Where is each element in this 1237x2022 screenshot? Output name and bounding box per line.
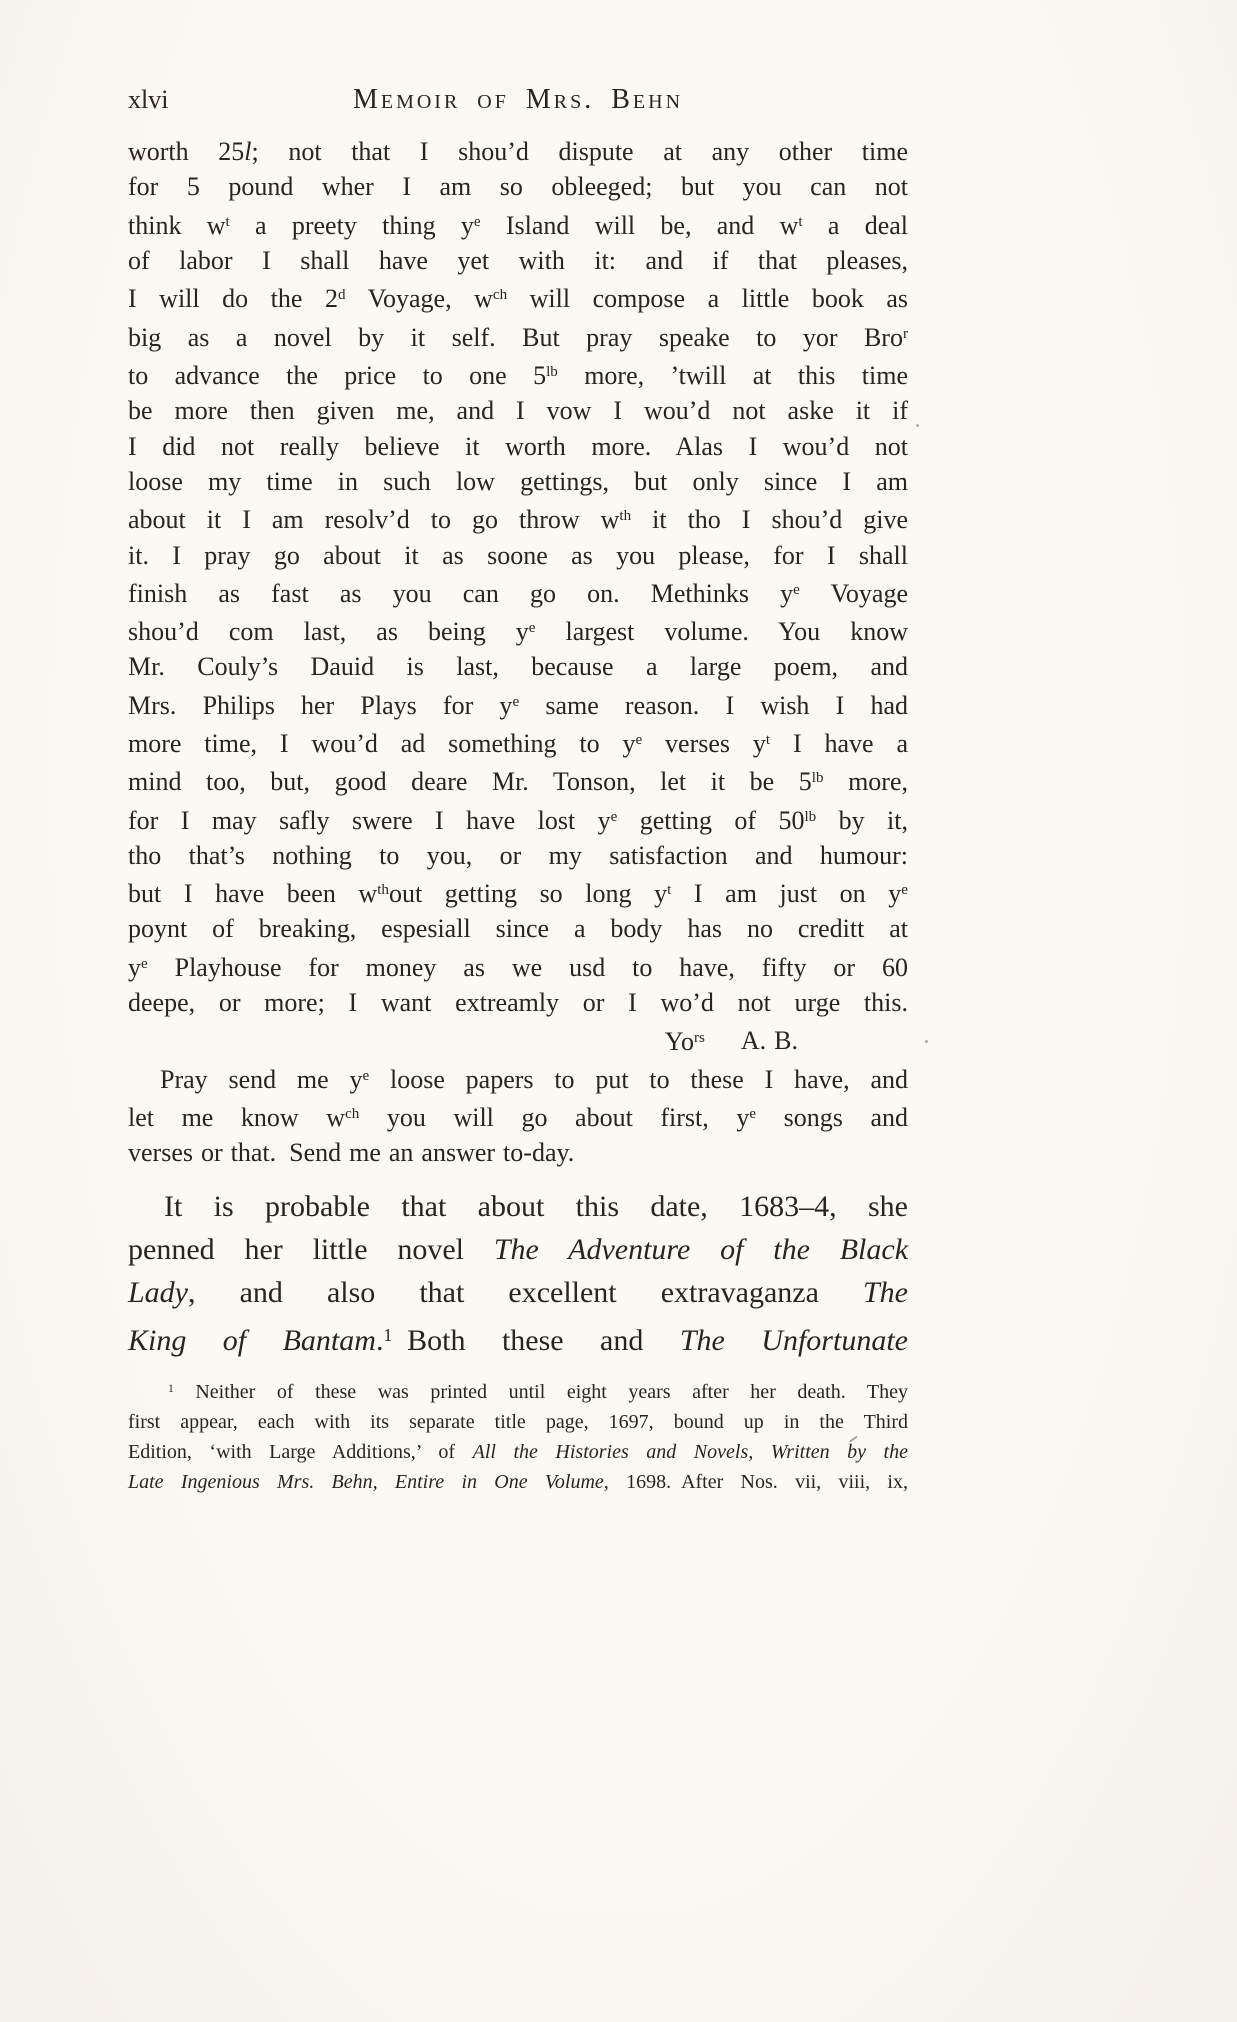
text-segment: y [128, 952, 141, 982]
text-segment: , 1698. After Nos. vii, viii, ix, [603, 1470, 908, 1493]
text-line [128, 355, 908, 393]
italic-text: Lady [128, 1275, 188, 1309]
text-line [128, 205, 908, 243]
text-line [128, 685, 908, 723]
text-line [128, 1135, 908, 1170]
text-line [128, 1407, 908, 1437]
scan-artifact-dot [916, 424, 919, 427]
superscript-text: 1 [383, 1324, 393, 1345]
text-segment: Pray send me y [160, 1064, 363, 1094]
text-segment: loose papers to put to these I have, and [369, 1064, 908, 1094]
text-line [128, 169, 908, 204]
text-segment: Voyage [799, 578, 908, 608]
text-segment: shou’d com last, as being y [128, 617, 529, 647]
text-line [128, 873, 908, 911]
superscript-text: rs [693, 1029, 705, 1046]
superscript-text: r [902, 325, 908, 342]
text-segment: Yo [664, 1026, 694, 1056]
text-segment: big as a novel by it self. But pray speake to yor Bro [128, 322, 903, 352]
text-segment: , and also that excellent extravaganza [188, 1275, 863, 1309]
text-segment: for I may safly swere I have lost y [128, 805, 611, 835]
text-segment: Both these and [392, 1323, 680, 1357]
text-segment: it. I pray go about it as soone as you please, for I shall [128, 540, 908, 570]
superscript-text: e [610, 808, 618, 825]
text-line [128, 800, 908, 838]
text-segment: I did not really believe it worth more. Alas I wou’d not [128, 431, 908, 461]
text-segment: Playhouse for money as we usd to have, fifty or 60 [147, 952, 908, 982]
text-segment: more time, I wou’d ad something to y [128, 728, 636, 758]
superscript-text: t [225, 213, 230, 230]
text-segment: but I have been w [128, 879, 378, 909]
text-segment: think w [128, 210, 226, 240]
text-line [128, 723, 908, 761]
text-segment: Island will be, and w [480, 210, 799, 240]
text-segment: . [375, 1323, 384, 1357]
text-segment: of labor I shall have yet with it: and if that pleases, [128, 246, 908, 276]
text-line [128, 761, 908, 799]
text-line [128, 1097, 908, 1135]
text-segment: ; not that I shou’d dispute at any other time [251, 137, 908, 166]
superscript-text: e [362, 1067, 370, 1084]
text-line [128, 429, 908, 464]
text-line [128, 1059, 908, 1097]
text-line [128, 611, 908, 649]
superscript-text: e [901, 882, 908, 899]
running-title: Memoir of Mrs. Behn [352, 84, 684, 115]
footnote [128, 1374, 908, 1497]
text-segment: out getting so long y [388, 879, 668, 909]
text-segment: finish as fast as you can go on. Methinks y [128, 578, 794, 608]
superscript-text: 1 [168, 1381, 174, 1395]
italic-text: Late Ingenious Mrs. Behn, Entire in One Volume [128, 1470, 604, 1493]
text-segment: It is probable that about this date, 1683–4, she [164, 1189, 908, 1223]
superscript-text: d [337, 287, 346, 304]
superscript-text: e [793, 582, 800, 599]
text-line [128, 573, 908, 611]
superscript-text: e [512, 693, 520, 710]
text-line [128, 1437, 908, 1467]
superscript-text: ch [345, 1105, 360, 1122]
text-segment: Voyage, w [345, 284, 493, 314]
superscript-text: t [798, 213, 803, 230]
text-segment: to advance the price to one 5 [128, 360, 547, 390]
text-segment: same reason. I wish I had [519, 690, 909, 720]
superscript-text: lb [804, 808, 817, 825]
text-segment: A. B. [740, 1026, 798, 1056]
italic-text: The [863, 1275, 908, 1309]
text-line [128, 464, 908, 499]
text-segment: verses y [642, 728, 766, 758]
page-header [128, 84, 908, 116]
text-line [128, 985, 908, 1020]
text-block [128, 84, 908, 1497]
text-line [128, 393, 908, 428]
superscript-text: e [141, 955, 148, 972]
text-segment: more, ’twill at this time [557, 360, 908, 390]
italic-text: The Adventure of the Black [493, 1232, 909, 1266]
text-line [128, 1021, 908, 1059]
text-line [128, 499, 908, 537]
text-line [128, 317, 908, 355]
text-line [128, 278, 908, 316]
text-line [128, 947, 908, 985]
text-segment: poynt of breaking, espesiall since a body has no creditt at [128, 914, 908, 944]
text-segment: be more then given me, and I vow I wou’d not aske it if [128, 396, 908, 426]
superscript-text: t [667, 882, 672, 899]
italic-text: All the Histories and Novels, Written by the [472, 1440, 908, 1463]
text-segment: tho that’s nothing to you, or my satisfaction and humour: [128, 840, 908, 870]
text-segment: will compose a little book as [507, 284, 908, 314]
text-segment: I am just on y [671, 879, 902, 909]
text-line [128, 1185, 908, 1228]
superscript-text: e [749, 1105, 757, 1122]
text-segment: Neither of these was printed until eight years after her death. They [173, 1380, 908, 1403]
text-segment: Edition, ‘with Large Additions,’ of [128, 1440, 473, 1463]
text-line [128, 538, 908, 573]
text-segment: first appear, each with its separate title page, 1697, bound up in the Third [128, 1410, 908, 1433]
text-segment: let me know w [128, 1102, 346, 1132]
scan-artifact-dot [925, 1040, 928, 1043]
text-segment: Mr. Couly’s Dauid is last, because a large poem, and [128, 652, 908, 682]
text-segment: you will go about first, y [359, 1102, 750, 1132]
text-segment: deepe, or more; I want extreamly or I wo’d not urge this. [128, 988, 908, 1018]
superscript-text: e [635, 732, 643, 749]
text-line [128, 1374, 908, 1407]
text-segment: a preety thing y [229, 210, 474, 240]
text-line [128, 649, 908, 684]
text-line [128, 1271, 908, 1314]
text-line [128, 838, 908, 873]
italic-text: l [244, 137, 252, 166]
text-segment: songs and [756, 1102, 908, 1132]
superscript-text: th [619, 508, 632, 525]
text-line [128, 911, 908, 946]
letter-body [128, 134, 908, 1021]
page-body [128, 134, 908, 1497]
text-segment: a deal [802, 210, 909, 240]
text-segment: more, [823, 767, 908, 797]
text-line [128, 1314, 908, 1362]
text-segment: verses or that. Send me an answer to-day. [128, 1138, 575, 1168]
superscript-text: lb [811, 770, 824, 787]
text-line [128, 243, 908, 278]
letter-postscript [128, 1059, 908, 1171]
page-number: xlvi [128, 85, 169, 114]
text-segment: getting of 50 [617, 805, 805, 835]
narrative-paragraph [128, 1185, 908, 1362]
text-segment: for 5 pound wher I am so obleeged; but you can not [128, 172, 908, 202]
text-segment: Mrs. Philips her Plays for y [128, 690, 513, 720]
superscript-text: th [377, 882, 389, 899]
superscript-text: e [473, 213, 481, 230]
text-segment: it tho I shou’d give [631, 505, 908, 535]
text-line [128, 1228, 908, 1271]
text-segment: largest volume. You know [535, 617, 908, 647]
superscript-text: lb [546, 363, 558, 380]
text-segment: I will do the 2 [128, 284, 338, 314]
text-segment: by it, [816, 805, 908, 835]
text-segment: loose my time in such low gettings, but only since I am [128, 466, 908, 496]
italic-text: King of Bantam [128, 1323, 376, 1357]
text-segment: I have a [770, 728, 908, 758]
text-segment: penned her little novel [128, 1232, 494, 1266]
text-line [128, 1467, 908, 1497]
superscript-text: t [765, 732, 771, 749]
text-segment: worth 25 [128, 137, 245, 166]
superscript-text: ch [492, 287, 508, 304]
italic-text: The Unfortunate [679, 1323, 908, 1357]
text-segment: about it I am resolv’d to go throw w [128, 505, 620, 535]
superscript-text: e [528, 620, 536, 637]
letter-signature [128, 1021, 908, 1059]
text-segment: mind too, but, good deare Mr. Tonson, let it be 5 [128, 767, 812, 797]
text-line [128, 134, 908, 169]
